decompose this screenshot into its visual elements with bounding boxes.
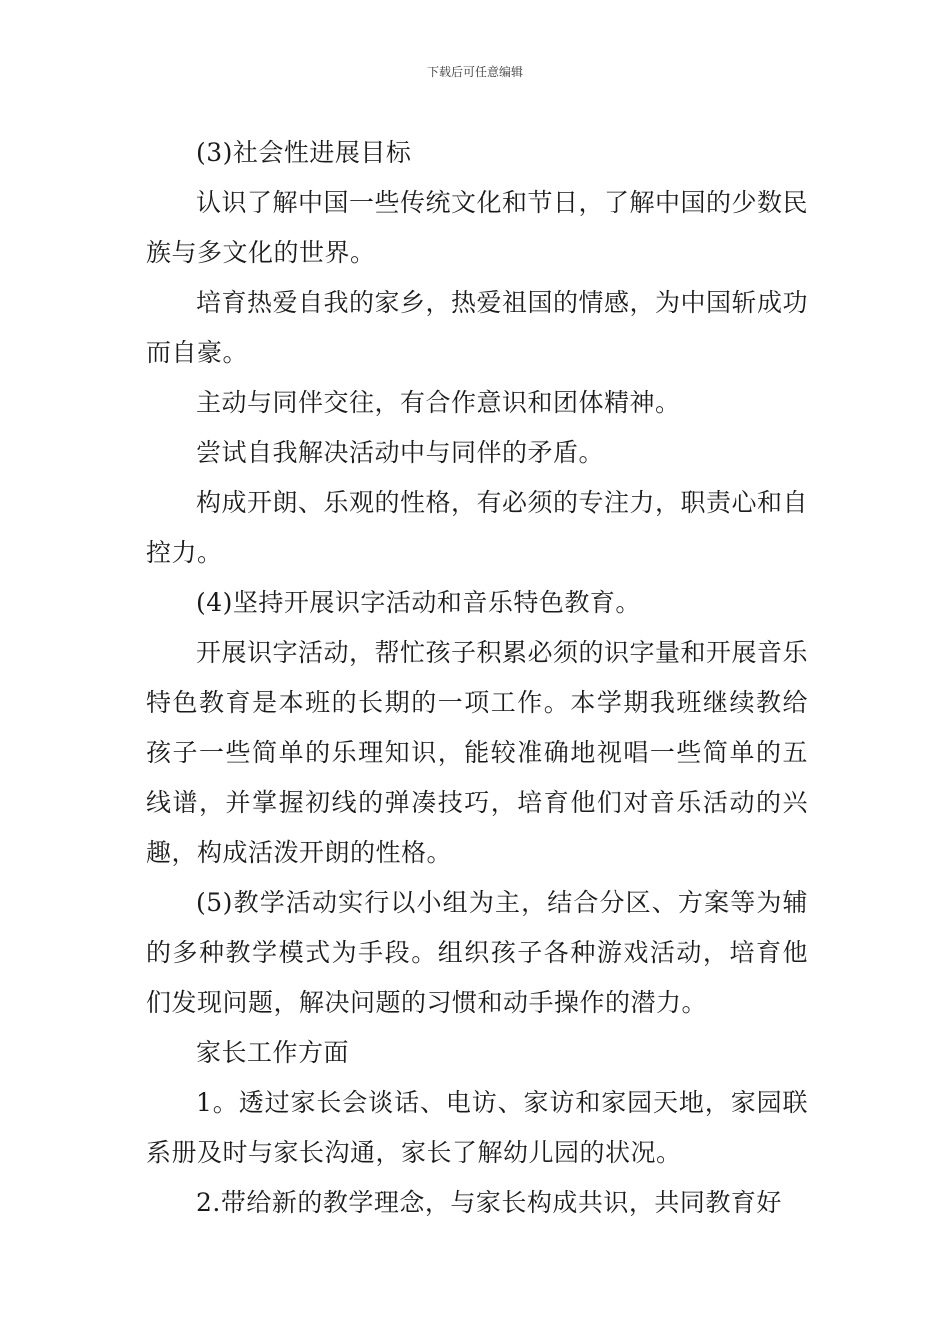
paragraph: 认识了解中国一些传统文化和节日，了解中国的少数民族与多文化的世界。 (146, 188, 809, 267)
paragraph: 开展识字活动，帮忙孩子积累必须的识字量和开展音乐特色教育是本班的长期的一项工作。本学期我班继续教给孩子一些简单的乐理知识，能较准确地视唱一些简单的五线谱，并掌握初线的弹凑技巧，培育他们对音乐活动的兴趣，构成活泼开朗的性格。 (146, 638, 809, 867)
page-header: 下载后可任意编辑 (426, 65, 523, 79)
paragraph: (5)教学活动实行以小组为主，结合分区、方案等为辅的多种教学模式为手段。组织孩子各种游戏活动，培育他们发现问题，解决问题的习惯和动手操作的潜力。 (146, 888, 808, 1017)
paragraph: 构成开朗、乐观的性格，有必须的专注力，职责心和自控力。 (146, 488, 809, 567)
paragraph: 主动与同伴交往，有合作意识和团体精神。 (196, 388, 681, 417)
paragraph-literacy-music-heading: (4)坚持开展识字活动和音乐特色教育。 (196, 588, 641, 617)
paragraph-social-goal-heading: (3)社会性进展目标 (196, 138, 412, 167)
document-body (146, 128, 808, 1228)
paragraph: 培育热爱自我的家乡，热爱祖国的情感，为中国斩成功而自豪。 (146, 288, 809, 367)
paragraph: 尝试自我解决活动中与同伴的矛盾。 (196, 438, 605, 467)
paragraph: 1。透过家长会谈话、电访、家访和家园天地，家园联系册及时与家长沟通，家长了解幼儿园的状况。 (146, 1088, 808, 1167)
paragraph: 2.带给新的教学理念，与家长构成共识，共同教育好 (196, 1188, 782, 1217)
paragraph-parent-work-heading: 家长工作方面 (196, 1038, 350, 1067)
